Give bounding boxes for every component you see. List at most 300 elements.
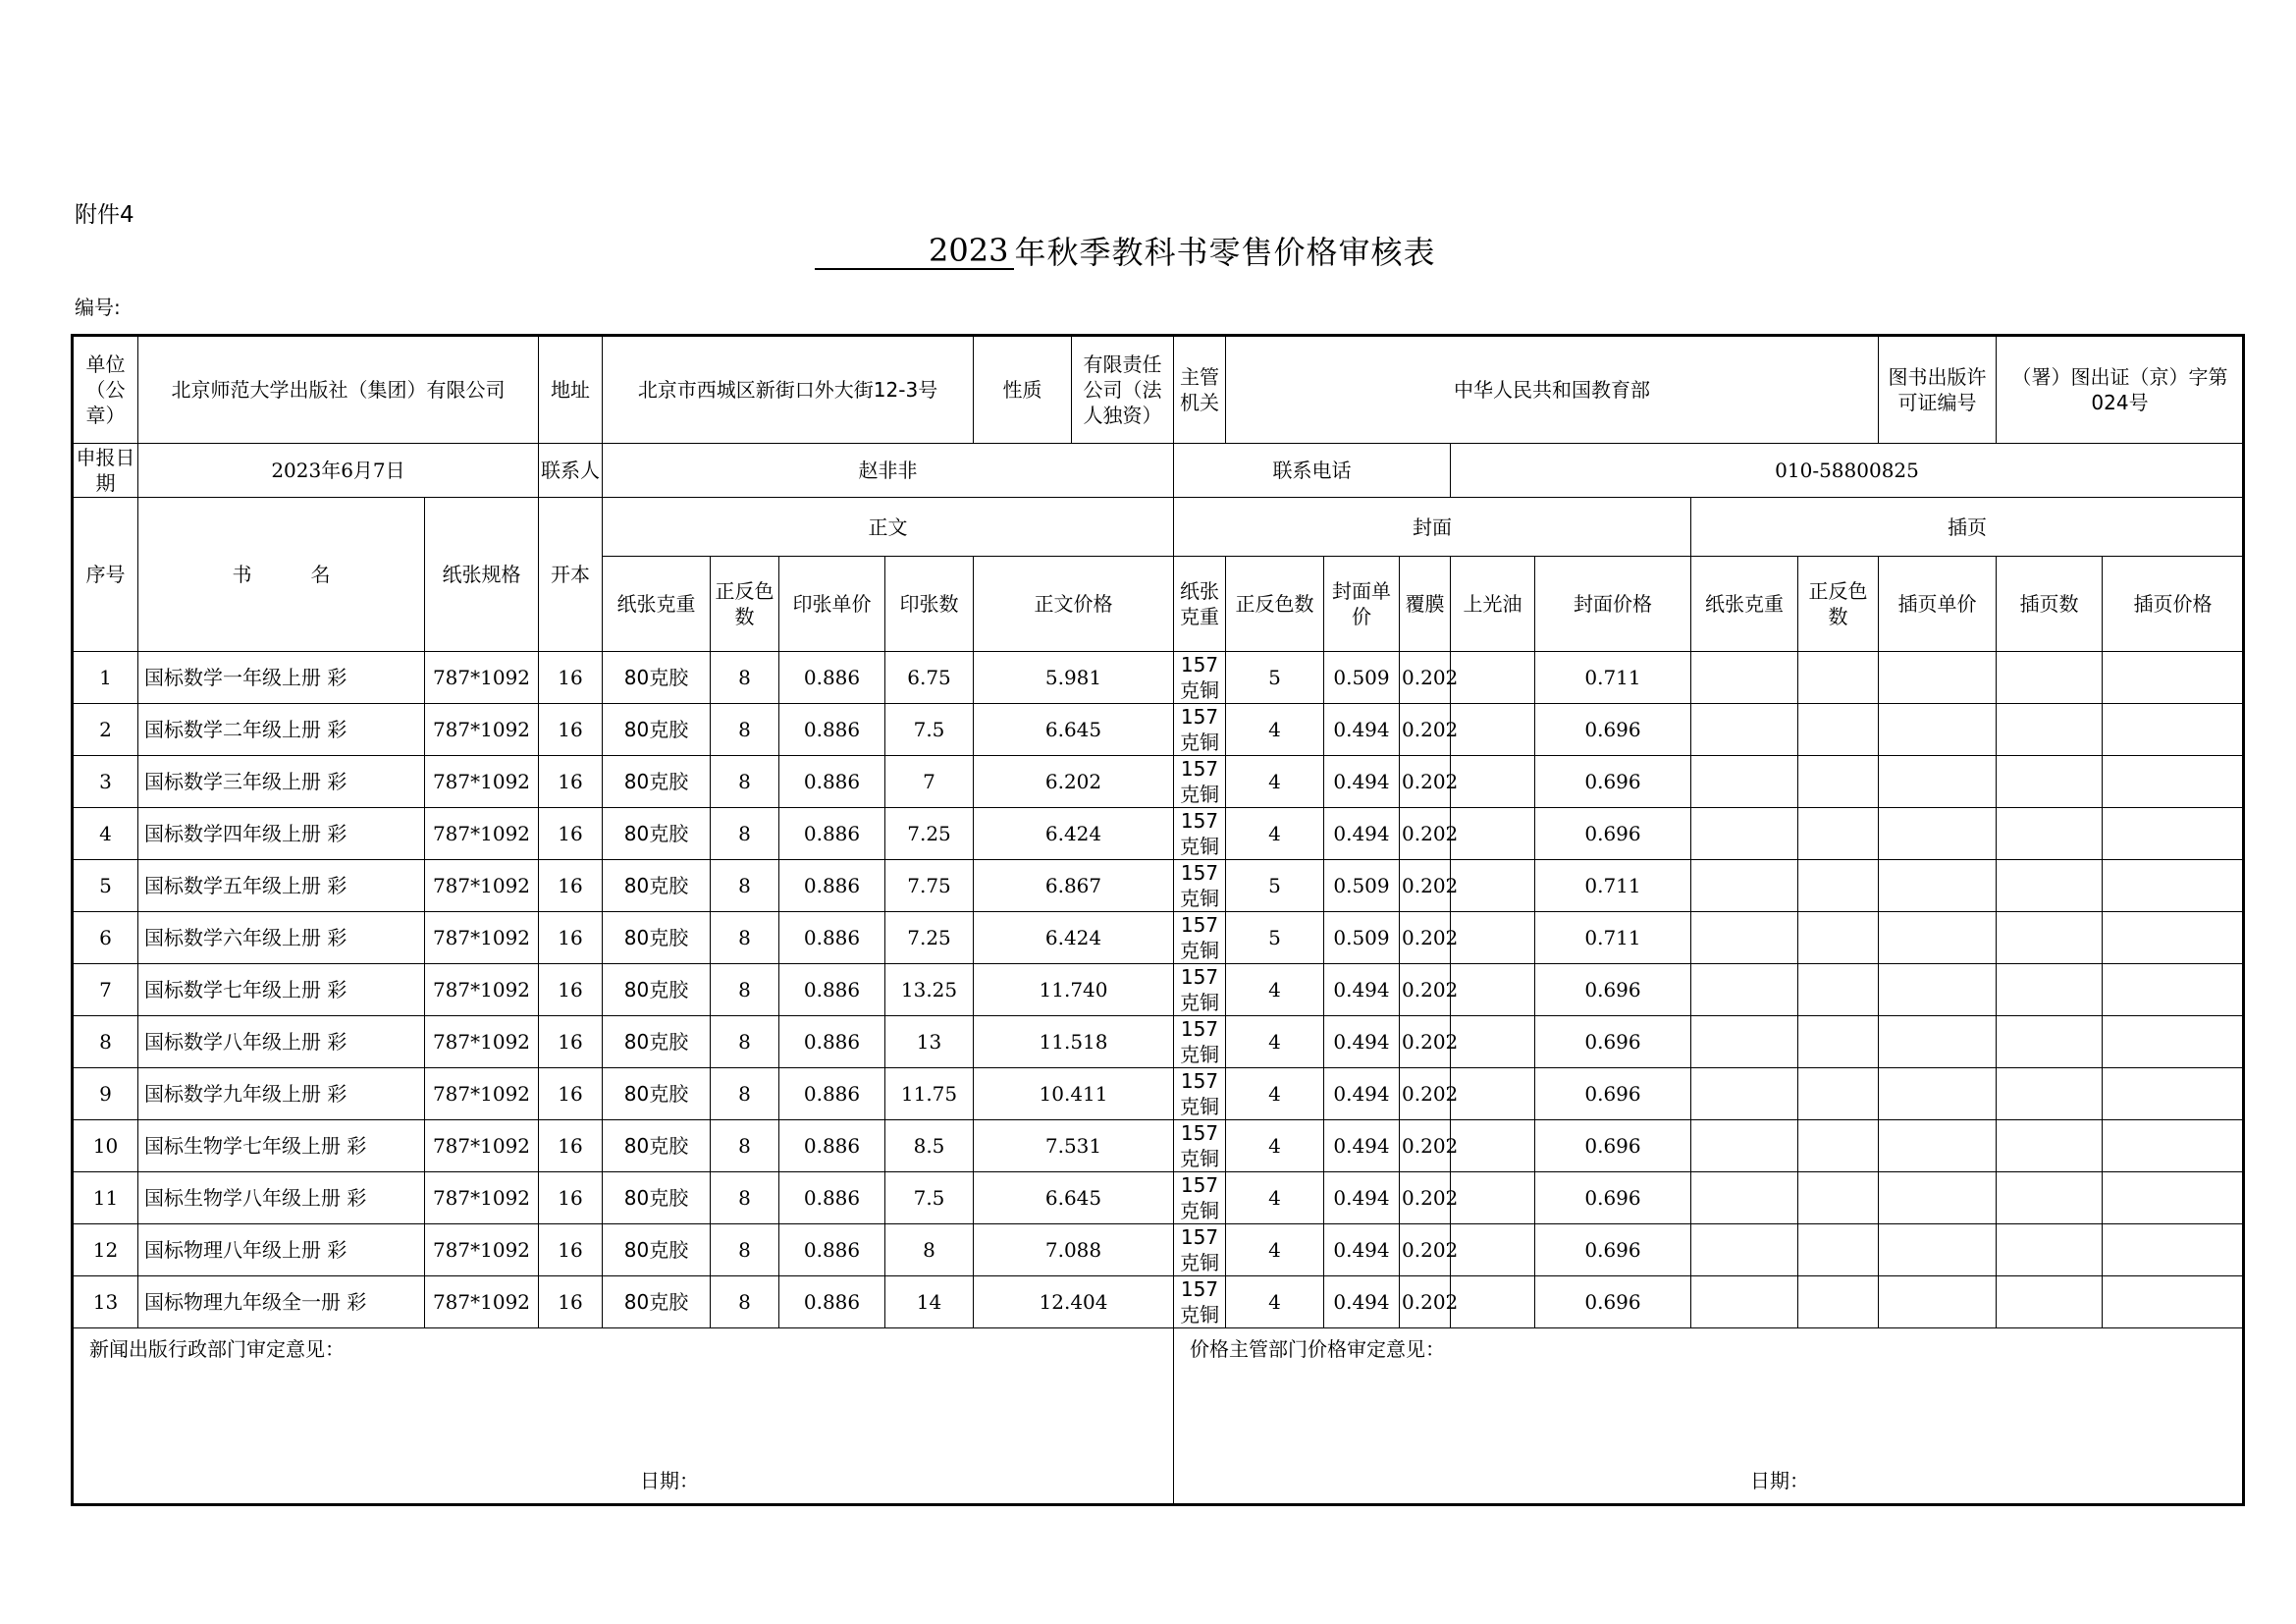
insert-paper-cell [1691, 860, 1798, 912]
varnish-cell [1451, 756, 1535, 808]
cover-colors-cell: 4 [1226, 756, 1324, 808]
header-cover-group: 封面 [1174, 498, 1691, 557]
header-row-1 [73, 498, 2244, 557]
cover-colors-cell: 5 [1226, 652, 1324, 704]
body-colors-cell: 8 [711, 756, 779, 808]
cover-colors-cell: 4 [1226, 808, 1324, 860]
insert-unit-price-cell [1879, 756, 1997, 808]
cover-paper-cell: 157克铜 [1174, 652, 1226, 704]
data-rows [73, 652, 2244, 1328]
varnish-cell [1451, 1172, 1535, 1224]
book-name-cell: 国标生物学七年级上册 彩 [138, 1120, 425, 1172]
header-body-paper-weight: 纸张克重 [603, 557, 711, 652]
cover-unit-price-cell: 0.494 [1324, 964, 1400, 1016]
body-colors-cell: 8 [711, 964, 779, 1016]
info-row-unit [73, 336, 2244, 444]
cover-unit-price-cell: 0.494 [1324, 756, 1400, 808]
header-body-colors: 正反色数 [711, 557, 779, 652]
phone-value: 010-58800825 [1451, 444, 2244, 498]
paper-spec-cell: 787*1092 [425, 808, 539, 860]
insert-count-cell [1997, 1016, 2103, 1068]
cover-price-cell: 0.711 [1535, 912, 1691, 964]
cover-unit-price-cell: 0.509 [1324, 912, 1400, 964]
insert-paper-cell [1691, 704, 1798, 756]
body-colors-cell: 8 [711, 1068, 779, 1120]
cover-colors-cell: 4 [1226, 1276, 1324, 1328]
sheet-unit-price-cell: 0.886 [779, 1276, 885, 1328]
varnish-cell [1451, 1276, 1535, 1328]
body-colors-cell: 8 [711, 1016, 779, 1068]
lamination-cell: 0.202 [1400, 652, 1451, 704]
varnish-cell [1451, 1068, 1535, 1120]
cover-price-cell: 0.696 [1535, 1172, 1691, 1224]
cover-paper-cell: 157克铜 [1174, 1120, 1226, 1172]
sheet-unit-price-cell: 0.886 [779, 1172, 885, 1224]
cover-paper-cell: 157克铜 [1174, 912, 1226, 964]
varnish-cell [1451, 860, 1535, 912]
cover-colors-cell: 5 [1226, 860, 1324, 912]
insert-unit-price-cell [1879, 704, 1997, 756]
insert-price-cell [2103, 1224, 2244, 1276]
cover-price-cell: 0.696 [1535, 1120, 1691, 1172]
paper-spec-cell: 787*1092 [425, 912, 539, 964]
insert-count-cell [1997, 704, 2103, 756]
insert-paper-cell [1691, 912, 1798, 964]
lamination-cell: 0.202 [1400, 1120, 1451, 1172]
authority-label: 主管机关 [1174, 336, 1226, 444]
body-colors-cell: 8 [711, 1172, 779, 1224]
insert-colors-cell [1798, 912, 1879, 964]
table-row [73, 1276, 2244, 1328]
insert-paper-cell [1691, 1068, 1798, 1120]
cover-colors-cell: 4 [1226, 1120, 1324, 1172]
body-paper-cell: 80克胶 [603, 704, 711, 756]
paper-spec-cell: 787*1092 [425, 652, 539, 704]
insert-paper-cell [1691, 1172, 1798, 1224]
body-colors-cell: 8 [711, 704, 779, 756]
price-opinion-label: 价格主管部门价格审定意见： [1190, 1337, 1446, 1361]
body-colors-cell: 8 [711, 1224, 779, 1276]
cover-colors-cell: 4 [1226, 1016, 1324, 1068]
insert-price-cell [2103, 704, 2244, 756]
body-paper-cell: 80克胶 [603, 1068, 711, 1120]
price-audit-table [71, 334, 2245, 1506]
body-colors-cell: 8 [711, 652, 779, 704]
book-name-cell: 国标数学四年级上册 彩 [138, 808, 425, 860]
body-paper-cell: 80克胶 [603, 1120, 711, 1172]
cover-unit-price-cell: 0.494 [1324, 704, 1400, 756]
header-varnish: 上光油 [1451, 557, 1535, 652]
header-body-price: 正文价格 [974, 557, 1174, 652]
header-format: 开本 [539, 498, 603, 652]
insert-unit-price-cell [1879, 1172, 1997, 1224]
cover-price-cell: 0.696 [1535, 1276, 1691, 1328]
lamination-cell: 0.202 [1400, 704, 1451, 756]
insert-price-cell [2103, 652, 2244, 704]
body-paper-cell: 80克胶 [603, 652, 711, 704]
sheet-unit-price-cell: 0.886 [779, 1120, 885, 1172]
sheet-count-cell: 7.5 [885, 1172, 974, 1224]
cover-price-cell: 0.696 [1535, 756, 1691, 808]
lamination-cell: 0.202 [1400, 1224, 1451, 1276]
sheet-unit-price-cell: 0.886 [779, 1068, 885, 1120]
body-price-cell: 11.518 [974, 1016, 1174, 1068]
book-name-cell: 国标数学一年级上册 彩 [138, 652, 425, 704]
paper-spec-cell: 787*1092 [425, 964, 539, 1016]
insert-count-cell [1997, 964, 2103, 1016]
seq-cell: 2 [73, 704, 138, 756]
cover-unit-price-cell: 0.509 [1324, 860, 1400, 912]
sheet-unit-price-cell: 0.886 [779, 860, 885, 912]
license-value: （署）图出证（京）字第024号 [1997, 336, 2244, 444]
sheet-unit-price-cell: 0.886 [779, 1224, 885, 1276]
table-row [73, 652, 2244, 704]
sheet-count-cell: 13 [885, 1016, 974, 1068]
lamination-cell: 0.202 [1400, 860, 1451, 912]
license-label: 图书出版许可证编号 [1879, 336, 1997, 444]
press-opinion-label: 新闻出版行政部门审定意见： [89, 1337, 345, 1361]
insert-paper-cell [1691, 652, 1798, 704]
insert-unit-price-cell [1879, 1224, 1997, 1276]
book-name-cell: 国标物理九年级全一册 彩 [138, 1276, 425, 1328]
cover-paper-cell: 157克铜 [1174, 1224, 1226, 1276]
table-row [73, 912, 2244, 964]
sheet-unit-price-cell: 0.886 [779, 756, 885, 808]
body-colors-cell: 8 [711, 912, 779, 964]
cover-paper-cell: 157克铜 [1174, 704, 1226, 756]
insert-unit-price-cell [1879, 652, 1997, 704]
varnish-cell [1451, 704, 1535, 756]
insert-price-cell [2103, 1068, 2244, 1120]
header-sheet-unit-price: 印张单价 [779, 557, 885, 652]
seq-cell: 12 [73, 1224, 138, 1276]
insert-unit-price-cell [1879, 1276, 1997, 1328]
price-opinion-date-label: 日期： [1750, 1469, 1810, 1492]
body-price-cell: 5.981 [974, 652, 1174, 704]
insert-price-cell [2103, 912, 2244, 964]
lamination-cell: 0.202 [1400, 912, 1451, 964]
insert-paper-cell [1691, 1016, 1798, 1068]
body-paper-cell: 80克胶 [603, 860, 711, 912]
cover-paper-cell: 157克铜 [1174, 808, 1226, 860]
title-text: 年秋季教科书零售价格审核表 [1014, 234, 1436, 271]
paper-spec-cell: 787*1092 [425, 1016, 539, 1068]
header-insert-unit-price: 插页单价 [1879, 557, 1997, 652]
cover-unit-price-cell: 0.494 [1324, 808, 1400, 860]
seq-cell: 10 [73, 1120, 138, 1172]
insert-colors-cell [1798, 652, 1879, 704]
insert-paper-cell [1691, 808, 1798, 860]
title-blank-underline [815, 233, 925, 270]
varnish-cell [1451, 808, 1535, 860]
format-cell: 16 [539, 1120, 603, 1172]
varnish-cell [1451, 652, 1535, 704]
insert-price-cell [2103, 1120, 2244, 1172]
body-price-cell: 6.645 [974, 1172, 1174, 1224]
seq-cell: 7 [73, 964, 138, 1016]
body-colors-cell: 8 [711, 860, 779, 912]
sheet-count-cell: 13.25 [885, 964, 974, 1016]
seq-cell: 9 [73, 1068, 138, 1120]
insert-colors-cell [1798, 1016, 1879, 1068]
body-paper-cell: 80克胶 [603, 1172, 711, 1224]
insert-colors-cell [1798, 1276, 1879, 1328]
phone-label: 联系电话 [1174, 444, 1451, 498]
insert-count-cell [1997, 1068, 2103, 1120]
seq-cell: 3 [73, 756, 138, 808]
body-paper-cell: 80克胶 [603, 808, 711, 860]
header-insert-paper-weight: 纸张克重 [1691, 557, 1798, 652]
sheet-unit-price-cell: 0.886 [779, 808, 885, 860]
insert-count-cell [1997, 756, 2103, 808]
insert-price-cell [2103, 756, 2244, 808]
header-lamination: 覆膜 [1400, 557, 1451, 652]
insert-unit-price-cell [1879, 808, 1997, 860]
insert-paper-cell [1691, 1276, 1798, 1328]
unit-label: 单位（公章） [73, 336, 138, 444]
format-cell: 16 [539, 808, 603, 860]
book-name-cell: 国标数学二年级上册 彩 [138, 704, 425, 756]
press-opinion-date-label: 日期： [640, 1469, 699, 1492]
price-opinion-cell[interactable] [1174, 1328, 2244, 1505]
header-cover-price: 封面价格 [1535, 557, 1691, 652]
format-cell: 16 [539, 860, 603, 912]
insert-colors-cell [1798, 1120, 1879, 1172]
body-price-cell: 6.202 [974, 756, 1174, 808]
header-insert-colors: 正反色数 [1798, 557, 1879, 652]
lamination-cell: 0.202 [1400, 756, 1451, 808]
insert-colors-cell [1798, 704, 1879, 756]
sheet-count-cell: 7.5 [885, 704, 974, 756]
unit-value: 北京师范大学出版社（集团）有限公司 [138, 336, 539, 444]
body-price-cell: 7.088 [974, 1224, 1174, 1276]
header-book-name: 书 名 [138, 498, 425, 652]
paper-spec-cell: 787*1092 [425, 1068, 539, 1120]
cover-price-cell: 0.696 [1535, 704, 1691, 756]
seq-cell: 5 [73, 860, 138, 912]
body-paper-cell: 80克胶 [603, 1276, 711, 1328]
body-paper-cell: 80克胶 [603, 912, 711, 964]
cover-paper-cell: 157克铜 [1174, 1276, 1226, 1328]
insert-price-cell [2103, 808, 2244, 860]
cover-price-cell: 0.696 [1535, 1224, 1691, 1276]
cover-price-cell: 0.696 [1535, 1016, 1691, 1068]
insert-price-cell [2103, 1276, 2244, 1328]
table-row [73, 808, 2244, 860]
date-label: 申报日期 [73, 444, 138, 498]
insert-colors-cell [1798, 1068, 1879, 1120]
lamination-cell: 0.202 [1400, 964, 1451, 1016]
header-insert-count: 插页数 [1997, 557, 2103, 652]
cover-colors-cell: 4 [1226, 1068, 1324, 1120]
sheet-unit-price-cell: 0.886 [779, 1016, 885, 1068]
sheet-count-cell: 8.5 [885, 1120, 974, 1172]
lamination-cell: 0.202 [1400, 1172, 1451, 1224]
cover-colors-cell: 4 [1226, 964, 1324, 1016]
table-row [73, 1068, 2244, 1120]
sheet-count-cell: 7.75 [885, 860, 974, 912]
insert-count-cell [1997, 860, 2103, 912]
body-price-cell: 12.404 [974, 1276, 1174, 1328]
insert-price-cell [2103, 860, 2244, 912]
cover-price-cell: 0.711 [1535, 652, 1691, 704]
body-price-cell: 7.531 [974, 1120, 1174, 1172]
format-cell: 16 [539, 964, 603, 1016]
seq-cell: 11 [73, 1172, 138, 1224]
table-row [73, 1120, 2244, 1172]
insert-unit-price-cell [1879, 1016, 1997, 1068]
header-insert-group: 插页 [1691, 498, 2244, 557]
cover-colors-cell: 4 [1226, 1172, 1324, 1224]
insert-paper-cell [1691, 964, 1798, 1016]
format-cell: 16 [539, 756, 603, 808]
page-title [815, 231, 1435, 270]
cover-unit-price-cell: 0.494 [1324, 1172, 1400, 1224]
nature-value: 有限责任公司（法人独资） [1072, 336, 1174, 444]
table-row [73, 1172, 2244, 1224]
body-price-cell: 6.645 [974, 704, 1174, 756]
insert-count-cell [1997, 1276, 2103, 1328]
insert-price-cell [2103, 964, 2244, 1016]
header-cover-paper-weight: 纸张克重 [1174, 557, 1226, 652]
cover-paper-cell: 157克铜 [1174, 860, 1226, 912]
seq-cell: 13 [73, 1276, 138, 1328]
insert-count-cell [1997, 1120, 2103, 1172]
table-row [73, 704, 2244, 756]
cover-paper-cell: 157克铜 [1174, 964, 1226, 1016]
opinion-row [73, 1328, 2244, 1505]
format-cell: 16 [539, 1224, 603, 1276]
cover-unit-price-cell: 0.494 [1324, 1224, 1400, 1276]
book-name-cell: 国标数学七年级上册 彩 [138, 964, 425, 1016]
sheet-unit-price-cell: 0.886 [779, 652, 885, 704]
attachment-label: 附件4 [75, 202, 134, 228]
format-cell: 16 [539, 704, 603, 756]
format-cell: 16 [539, 1068, 603, 1120]
cover-price-cell: 0.696 [1535, 964, 1691, 1016]
header-paper-spec: 纸张规格 [425, 498, 539, 652]
body-paper-cell: 80克胶 [603, 756, 711, 808]
paper-spec-cell: 787*1092 [425, 1120, 539, 1172]
header-insert-price: 插页价格 [2103, 557, 2244, 652]
body-price-cell: 10.411 [974, 1068, 1174, 1120]
book-name-cell: 国标数学六年级上册 彩 [138, 912, 425, 964]
book-name-cell: 国标数学九年级上册 彩 [138, 1068, 425, 1120]
header-seq: 序号 [73, 498, 138, 652]
body-paper-cell: 80克胶 [603, 1016, 711, 1068]
book-name-cell: 国标数学五年级上册 彩 [138, 860, 425, 912]
insert-paper-cell [1691, 1224, 1798, 1276]
body-colors-cell: 8 [711, 1276, 779, 1328]
body-price-cell: 6.867 [974, 860, 1174, 912]
table-row [73, 756, 2244, 808]
table-row [73, 1224, 2244, 1276]
body-paper-cell: 80克胶 [603, 1224, 711, 1276]
book-name-cell: 国标物理八年级上册 彩 [138, 1224, 425, 1276]
cover-price-cell: 0.711 [1535, 860, 1691, 912]
insert-paper-cell [1691, 756, 1798, 808]
sheet-count-cell: 7.25 [885, 912, 974, 964]
paper-spec-cell: 787*1092 [425, 1276, 539, 1328]
seq-cell: 8 [73, 1016, 138, 1068]
insert-unit-price-cell [1879, 860, 1997, 912]
header-cover-colors: 正反色数 [1226, 557, 1324, 652]
table-row [73, 860, 2244, 912]
insert-unit-price-cell [1879, 912, 1997, 964]
cover-paper-cell: 157克铜 [1174, 1172, 1226, 1224]
insert-count-cell [1997, 1172, 2103, 1224]
varnish-cell [1451, 1120, 1535, 1172]
format-cell: 16 [539, 652, 603, 704]
body-colors-cell: 8 [711, 1120, 779, 1172]
seq-cell: 6 [73, 912, 138, 964]
insert-colors-cell [1798, 756, 1879, 808]
authority-value: 中华人民共和国教育部 [1226, 336, 1879, 444]
contact-value: 赵非非 [603, 444, 1174, 498]
insert-count-cell [1997, 912, 2103, 964]
header-body-group: 正文 [603, 498, 1174, 557]
insert-colors-cell [1798, 1172, 1879, 1224]
varnish-cell [1451, 1224, 1535, 1276]
format-cell: 16 [539, 1172, 603, 1224]
body-price-cell: 6.424 [974, 912, 1174, 964]
title-year: 2023 [925, 233, 1014, 270]
sheet-count-cell: 8 [885, 1224, 974, 1276]
insert-unit-price-cell [1879, 964, 1997, 1016]
sheet-count-cell: 7.25 [885, 808, 974, 860]
format-cell: 16 [539, 1016, 603, 1068]
cover-paper-cell: 157克铜 [1174, 1068, 1226, 1120]
sheet-count-cell: 11.75 [885, 1068, 974, 1120]
lamination-cell: 0.202 [1400, 808, 1451, 860]
insert-unit-price-cell [1879, 1120, 1997, 1172]
cover-unit-price-cell: 0.494 [1324, 1068, 1400, 1120]
insert-count-cell [1997, 808, 2103, 860]
format-cell: 16 [539, 912, 603, 964]
format-cell: 16 [539, 1276, 603, 1328]
varnish-cell [1451, 912, 1535, 964]
insert-price-cell [2103, 1016, 2244, 1068]
date-value: 2023年6月7日 [138, 444, 539, 498]
address-value: 北京市西城区新街口外大街12-3号 [603, 336, 974, 444]
sheet-count-cell: 14 [885, 1276, 974, 1328]
nature-label: 性质 [974, 336, 1072, 444]
press-opinion-cell[interactable] [73, 1328, 1174, 1505]
insert-count-cell [1997, 652, 2103, 704]
book-name-cell: 国标数学八年级上册 彩 [138, 1016, 425, 1068]
paper-spec-cell: 787*1092 [425, 1224, 539, 1276]
cover-unit-price-cell: 0.494 [1324, 1016, 1400, 1068]
table-row [73, 1016, 2244, 1068]
lamination-cell: 0.202 [1400, 1068, 1451, 1120]
seq-cell: 4 [73, 808, 138, 860]
address-label: 地址 [539, 336, 603, 444]
varnish-cell [1451, 964, 1535, 1016]
insert-unit-price-cell [1879, 1068, 1997, 1120]
table-row [73, 964, 2244, 1016]
book-name-cell: 国标生物学八年级上册 彩 [138, 1172, 425, 1224]
insert-paper-cell [1691, 1120, 1798, 1172]
cover-unit-price-cell: 0.494 [1324, 1120, 1400, 1172]
insert-price-cell [2103, 1172, 2244, 1224]
paper-spec-cell: 787*1092 [425, 704, 539, 756]
insert-colors-cell [1798, 1224, 1879, 1276]
insert-colors-cell [1798, 964, 1879, 1016]
cover-paper-cell: 157克铜 [1174, 1016, 1226, 1068]
cover-colors-cell: 5 [1226, 912, 1324, 964]
cover-colors-cell: 4 [1226, 1224, 1324, 1276]
cover-unit-price-cell: 0.494 [1324, 1276, 1400, 1328]
